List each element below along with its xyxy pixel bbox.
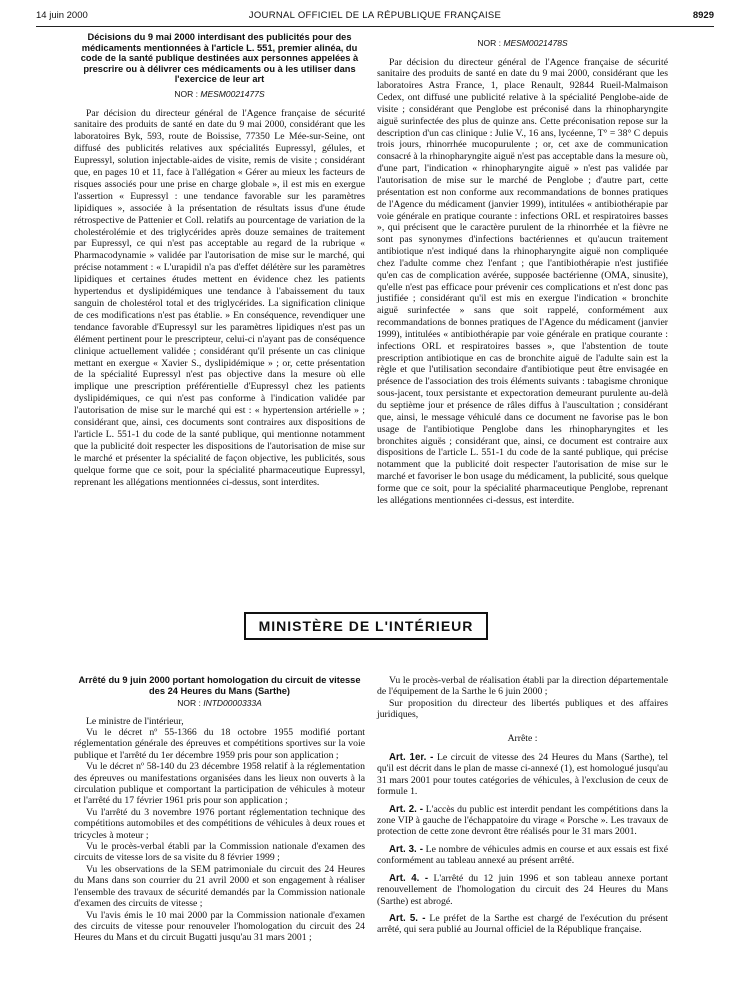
article-text: Le circuit de vitesse des 24 Heures du Mans (Sarthe), tel qu'il est décrit dans le plan de masse ci-annexé (1), est homologué jusqu'au 31 mars 2001 pour toutes catégories de véhicules, à l'exclusion de ceux de formule 1. <box>377 752 669 798</box>
right-bottom-column <box>377 675 668 936</box>
article-label: Art. 3. - <box>389 843 423 855</box>
right-top-column <box>377 32 668 507</box>
article-text: L'accès du public est interdit pendant les compétitions dans la zone VIP à gauche de l'échappatoire du virage « Porsche ». Les travaux de protection de cette zone devront être réalisés pour le 31 mars 2001. <box>377 803 669 838</box>
visa-paragraph: Sur proposition du directeur des libertés publiques et des affaires juridiques, <box>377 697 668 721</box>
arrete-heading: Arrête : <box>507 732 538 744</box>
visa-paragraph: Vu l'arrêté du 3 novembre 1976 portant réglementation technique des compétitions automobiles et des compétitions de véhicules à deux roues et tricycles à moteur ; <box>74 806 365 841</box>
visa-paragraph: Vu le décret nº 58-140 du 23 décembre 1958 relatif à la réglementation des épreuves ou manifestations organisées dans les lieux non ouverts à la circulation publique et comportant la participation de véhicules à moteur et l'arrêté du 17 février 1961 pris pour son application ; <box>74 761 365 807</box>
nor-label: NOR : <box>477 38 501 48</box>
decision-title: Décisions du 9 mai 2000 interdisant des publicités pour des médicaments mentionnées à l'article L. 551, premier alinéa, du code de la santé publique destinées aux personnes appelées à prescrire ou à délivrer ces médicaments ou à les utiliser dans l'exercice de leur art <box>80 32 359 85</box>
nor-line <box>377 38 668 50</box>
nor-code: INTD0000333A <box>203 698 262 709</box>
visa-paragraph: Vu le décret nº 55-1366 du 18 octobre 1955 modifié portant réglementation générale des épreuves et compétitions sportives sur la voie publique et l'arrêté du 1er décembre 1959 pris pour son application ; <box>74 727 365 761</box>
article-label: Art. 2. - <box>389 803 424 815</box>
nor-label: NOR : <box>177 698 201 709</box>
article <box>377 873 668 907</box>
visa-paragraph: Vu le procès-verbal établi par la Commission nationale d'examen des circuits de vitesse lors de sa visite du 8 février 1999 ; <box>74 841 365 864</box>
header-page-number: 8929 <box>692 10 714 21</box>
nor-code: MESM0021477S <box>200 88 265 99</box>
left-bottom-column <box>74 675 365 944</box>
nor-line <box>74 698 365 709</box>
header-journal-title: JOURNAL OFFICIEL DE LA RÉPUBLIQUE FRANÇAISE <box>248 10 502 21</box>
article <box>377 804 668 838</box>
article-label: Art. 1er. - <box>389 752 434 764</box>
article-label: Art. 4. - <box>389 872 429 884</box>
header-rule <box>36 26 714 27</box>
arrete-title: Arrêté du 9 juin 2000 portant homologation du circuit de vitesse des 24 Heures du Mans (Sarthe) <box>78 675 361 696</box>
visa-paragraph: Le ministre de l'intérieur, <box>86 715 184 727</box>
article-text: Le nombre de véhicules admis en course et aux essais est fixé conformément au tableau annexé au présent arrêté. <box>377 843 668 867</box>
article <box>377 844 668 867</box>
header-date: 14 juin 2000 <box>36 10 88 21</box>
ministry-banner <box>244 612 488 640</box>
article <box>377 752 668 798</box>
article-text: Le préfet de la Sarthe est chargé de l'exécution du présent arrêté, qui sera publié au Journal officiel de la République française. <box>377 912 668 936</box>
article-label: Art. 5. - <box>389 912 426 924</box>
ministry-title: MINISTÈRE DE L'INTÉRIEUR <box>258 618 474 634</box>
nor-code: MESM0021478S <box>503 38 568 48</box>
decision-body: Par décision du directeur général de l'Agence française de sécurité sanitaire des produits de santé en date du 9 mai 2000, considérant que les laboratoires Byk, 593, route de Boissise, 77350 Le Mée-sur-Seine, ont diffusé des publicités relatives aux spécialités Eupressyl, gélules, et Eupressyl, solution injectable-aides de visite, remis de visite ; considérant que, en pages 10 et 11, face à l'allégation « Gérer au mieux les facteurs de risques associés pour une prise en charge globale », il est mis en exergue l'assertion « Eupressyl : une tendance favorable sur les paramètres lipidiques », associée à la présentation de résultats issus d'une étude rétrospective de Pattenier et Coll. relatifs au pourcentage de variation de la cholestérolémie et des triglycérides après douze semaines de traitement par Eupressyl, ce qui n'est pas acceptable au regard de la rubrique « Pharmacodynamie » validée par l'autorisation de mise sur le marché, qui précise notamment : « L'urapidil n'a pas d'effet délétère sur les paramètres lipidiques et certaines études mettent en évidence chez les patients hypertendus et dyslipidémiques une tendance à l'abaissement du taux sanguin de cholestérol total et des triglycérides. La signification clinique de ces modifications n'est pas établie. » En conséquence, revendiquer une tendance favorable d'Eupressyl sur les paramètres lipidiques n'est pas un élément pertinent pour le prescripteur, celui-ci n'ayant pas de conséquence clinique actuellement validée ; considérant qu'il présente un cas clinique mettant en exergue « Xavier S., dyslipidémique » ; or, cette présentation de la spécialité Eupressyl n'est pas objective dans la mesure où elle implique une prescription préférentielle d'Eupressyl chez les patients dyslipidémiques, ce qui n'est pas conforme à l'indication validée par l'autorisation de mise sur le marché qui est : « hypertension artérielle » ; considérant que, ainsi, ces documents sont contraires aux dispositions de l'article L. 551-1 du code de la santé publique, qui mentionne notamment que la publicité doit respecter les dispositions de l'autorisation de mise sur le marché et présenter la spécialité de façon objective, les publicités, sous quelque forme que ce soit, pour la spécialité pharmaceutique Eupressyl, reprenant les allégations mentionnées ci-dessus, sont interdites. <box>74 107 365 488</box>
left-top-column <box>74 32 365 489</box>
nor-label: NOR : <box>174 88 198 99</box>
visa-paragraph: Vu le procès-verbal de réalisation établi par la direction départementale de l'équipement de la Sarthe le 6 juin 2000 ; <box>377 675 668 698</box>
page-header <box>36 10 714 24</box>
article-text: L'arrêté du 12 juin 1996 et son tableau annexe portant renouvellement de l'homologation du circuit des 24 Heures du Mans (Sarthe) est abrogé. <box>377 872 668 907</box>
nor-line <box>74 89 365 101</box>
visa-paragraph: Vu les observations de la SEM patrimoniale du circuit des 24 Heures du Mans dans son courrier du 21 avril 2000 et son engagement à réaliser l'ensemble des travaux de sécurité demandés par la Commission nationale d'examen des circuits de vitesse ; <box>74 863 365 910</box>
article <box>377 913 668 936</box>
visa-paragraph: Vu l'avis émis le 10 mai 2000 par la Commission nationale d'examen des circuits de vitesse pour renouveler l'homologation du circuit des 24 Heures du Mans et du circuit Bugatti jusqu'au 31 mars 2001 ; <box>74 909 365 944</box>
decision-body: Par décision du directeur général de l'Agence française de sécurité sanitaire des produits de santé en date du 9 mai 2000, considérant que les laboratoires Astra France, 1, place Renault, 92844 Rueil-Malmaison Cedex, ont diffusé une publicité relative à la spécialité Penglobe-aide de visite ; considérant que Penglobe est préconisé dans la rhinopharyngite aiguë surinfectée des plus de quinze ans. Cette préconisation repose sur la description d'un cas clinique : Julie V., 16 ans, lycéenne, T° = 38° C depuis trois jours, rhinorrhée mucopurulente ; or, cet axe de communication consacré à la rhinopharyngite aiguë n'est pas acceptable dans la mesure où, d'une part, l'indication « rhinopharyngite aiguë » n'est pas validée par l'autorisation de mise sur le marché de Penglobe ; d'autre part, cette présentation est non conforme aux recommandations de bonnes pratiques de l'Agence du médicament (janvier 1999), intitulées « antibiothérapie par voie générale en pratique courante : infections ORL et respiratoires basses », qui précisent que le caractère purulent de la rhinorrhée et la fièvre ne sont pas synonymes d'infections bactériennes et qu'aucun traitement antibiotique n'est indiqué dans la rhinopharyngite aiguë non compliquée chez l'adulte comme chez l'enfant ; que l'antibiothérapie n'est justifiée qu'en cas de complication avérée, supposée bactérienne (OMA, sinusite), qu'elle n'est pas efficace pour prévenir ces complications et n'est donc pas justifiée ; considérant qu'il est mis en exergue l'indication « bronchite aiguë surinfectée » sans que soit rappelé, conformément aux recommandations de bonnes pratiques de l'Agence du médicament (janvier 1999), intitulées « antibiothérapie par voie générale en pratique courante : infections ORL et respiratoires basses », que l'abstention de toute prescription antibiotique en cas de bronchite aiguë de l'adulte sain est la règle et que l'utilisation secondaire d'antibiotique peut être envisagée en présence de l'association des trois éléments suivants : tabagisme chronique sous-jacent, toux persistante et expectoration demeurant purulente au-delà du septième jour et présence de râles diffus à l'auscultation ; considérant que, ainsi, le message véhiculé dans ce document ne favorise pas le bon usage de l'antibiotique Penglobe dans les rhinopharyngites et les bronchites aiguës ; considérant que, ainsi, ce document est contraire aux dispositions de l'article L. 551-1 du code de la santé publique, qui précise notamment que la publicité doit respecter l'autorisation de mise sur le marché et favoriser le bon usage du médicament, la publicité, sous quelque forme que ce soit, pour la spécialité pharmaceutique Penglobe, reprenant les allégations mentionnées ci-dessus, est interdite. <box>377 56 668 506</box>
